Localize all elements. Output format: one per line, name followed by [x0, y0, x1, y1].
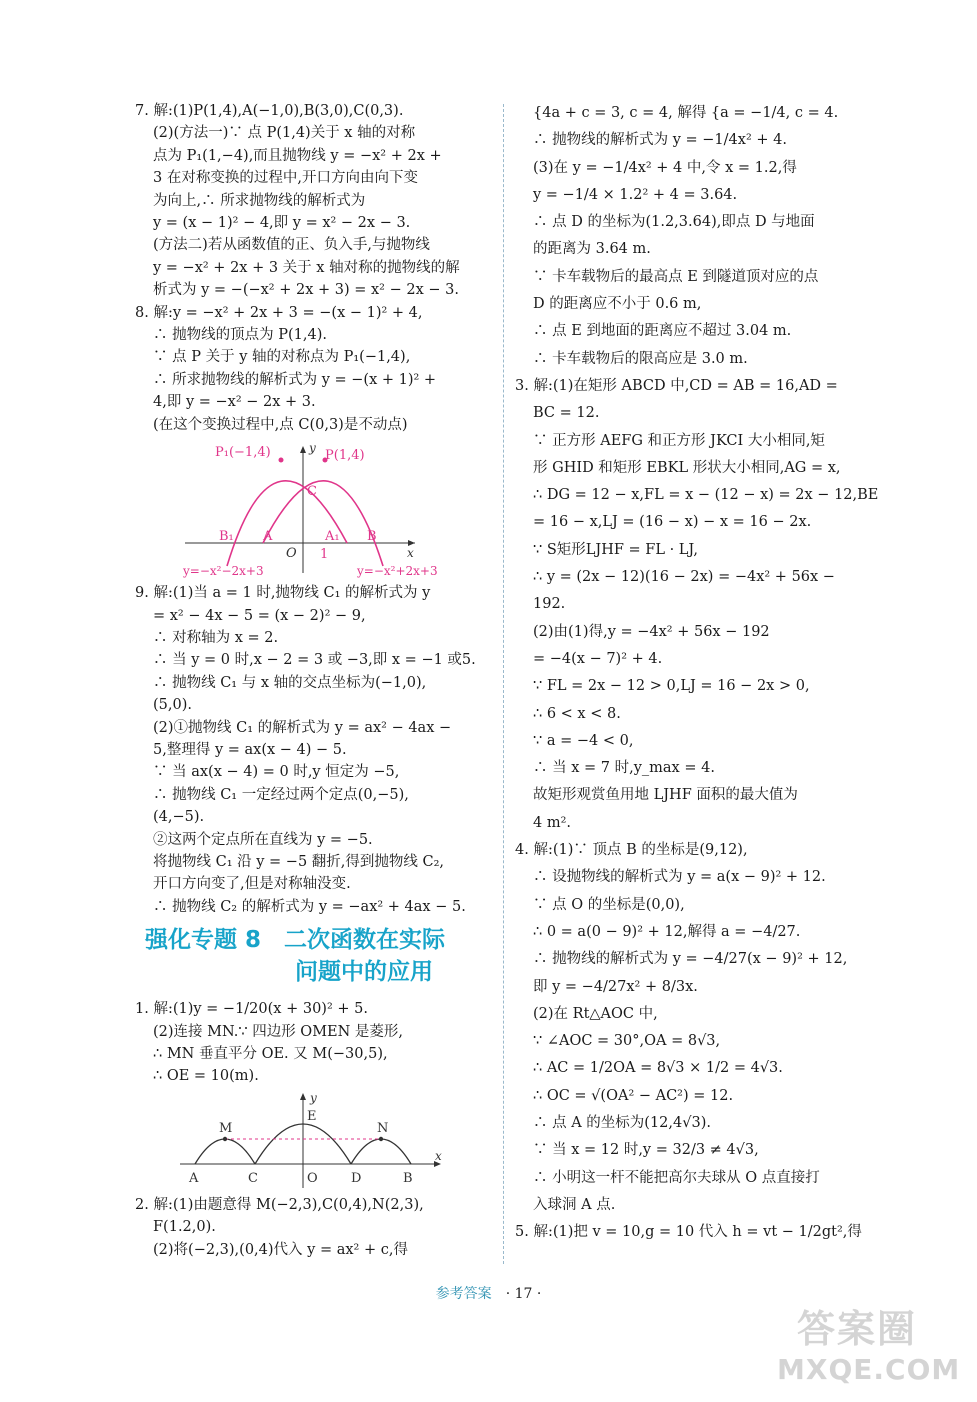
left-column	[135, 100, 495, 1261]
label-a: A	[189, 1170, 199, 1186]
vertex-p1-point	[279, 458, 284, 463]
label-y: y	[310, 1090, 317, 1105]
text-line: ∴ 抛物线的解析式为 y = −4/27(x − 9)² + 12,	[533, 951, 848, 968]
watermark-logo	[777, 1305, 961, 1395]
text-line: 故矩形观赏鱼用地 LJHF 面积的最大值为	[533, 787, 798, 804]
text-line: 4 m².	[533, 814, 572, 831]
text-line: 1. 解:(1)y = −1/20(x + 30)² + 5.	[135, 1001, 368, 1018]
text-line: = x² − 4x − 5 = (x − 2)² − 9,	[153, 607, 366, 624]
label-c: C	[307, 484, 317, 500]
label-o: O	[307, 1170, 318, 1186]
label-a: A	[263, 529, 273, 545]
text-line: ∴ DG = 12 − x,FL = x − (12 − x) = 2x − 12,BE	[533, 487, 879, 504]
label-one: 1	[320, 547, 329, 563]
text-line: 2. 解:(1)由题意得 M(−2,3),C(0,4),N(2,3),	[135, 1196, 424, 1213]
label-d: D	[351, 1170, 362, 1186]
text-line: ∴ 抛物线 C₁ 与 x 轴的交点坐标为(−1,0),	[153, 674, 427, 691]
text-line: (3)在 y = −1/4x² + 4 中,令 x = 1.2,得	[533, 159, 797, 176]
text-line: ∵ FL = 2x − 12 > 0,LJ = 16 − 2x > 0,	[533, 678, 810, 695]
section-heading-line1: 强化专题 8 二次函数在实际	[145, 927, 446, 954]
text-line: (2)由(1)得,y = −4x² + 56x − 192	[533, 623, 770, 640]
text-line: ∴ AC = 1/2OA = 8√3 × 1/2 = 4√3.	[533, 1060, 783, 1077]
label-a1: A₁	[325, 529, 340, 545]
text-line: y = (x − 1)² − 4,即 y = x² − 2x − 3.	[153, 215, 411, 232]
column-divider	[503, 104, 504, 1264]
label-p: P(1,4)	[325, 448, 365, 464]
text-line: (2)①抛物线 C₁ 的解析式为 y = ax² − 4ax −	[153, 719, 452, 736]
text-line: ∵ 正方形 AEFG 和正方形 JKCI 大小相同,矩	[533, 432, 825, 449]
label-e: E	[307, 1108, 317, 1124]
text-line: ∴ OE = 10(m).	[153, 1068, 259, 1085]
text-line: ∴ 当 y = 0 时,x − 2 = 3 或 −3,即 x = −1 或5.	[153, 652, 476, 669]
text-line: D 的距离应不小于 0.6 m,	[533, 296, 702, 313]
text-line: (方法二)若从函数值的正、负入手,与抛物线	[153, 237, 430, 254]
label-b: B	[367, 529, 377, 545]
watermark-line2: MXQE.COM	[777, 1353, 961, 1386]
text-line: (2)(方法一)∵ 点 P(1,4)关于 x 轴的对称	[153, 125, 416, 142]
text-line: ∴ 点 A 的坐标为(12,4√3).	[533, 1114, 711, 1131]
right-small-arch	[351, 1139, 411, 1164]
answer-2	[135, 1194, 495, 1261]
label-m: M	[219, 1120, 233, 1136]
text-line: ∵ 当 x = 12 时,y = 32/3 ≠ 4√3,	[533, 1142, 759, 1159]
text-line: ∴ 抛物线 C₂ 的解析式为 y = −ax² + 4ax − 5.	[153, 898, 466, 915]
text-line: ∴ 抛物线的顶点为 P(1,4).	[153, 327, 327, 344]
text-line: 入球洞 A 点.	[533, 1196, 616, 1213]
label-eq-left: y=−x²−2x+3	[183, 564, 264, 579]
footer-label: 参考答案	[435, 1286, 492, 1302]
text-line: 3. 解:(1)在矩形 ABCD 中,CD = AB = 16,AD =	[515, 377, 838, 394]
text-line: ∵ ∠AOC = 30°,OA = 8√3,	[533, 1033, 721, 1050]
text-line: 5,整理得 y = ax(x − 4) − 5.	[153, 741, 347, 758]
answer-7-8	[135, 100, 495, 436]
text-line: = −4(x − 7)² + 4.	[533, 650, 663, 667]
text-line: (5,0).	[153, 697, 192, 714]
text-line: ∴ MN 垂直平分 OE. 又 M(−30,5),	[153, 1046, 388, 1062]
text-line: y = −x² + 2x + 3 关于 x 轴对称的抛物线的解	[153, 259, 460, 276]
text-line: {4a + c = 3, c = 4, 解得 {a = −1/4, c = 4.	[533, 105, 839, 121]
text-line: ∵ S矩形LJHF = FL · LJ,	[533, 541, 699, 558]
text-line: ∴ 0 = a(0 − 9)² + 12,解得 a = −4/27.	[533, 923, 801, 940]
text-line: ∴ 设抛物线的解析式为 y = a(x − 9)² + 12.	[533, 869, 826, 886]
label-eq-right: y=−x²+2x+3	[357, 564, 438, 579]
text-line: ∴ 卡车载物后的限高应是 3.0 m.	[533, 350, 748, 367]
y-axis-arrow	[300, 446, 306, 453]
text-line: ∴ 小明这一杆不能把高尔夫球从 O 点直接打	[533, 1169, 820, 1186]
left-small-arch	[195, 1139, 255, 1164]
point-n	[379, 1137, 383, 1141]
text-line: 9. 解:(1)当 a = 1 时,抛物线 C₁ 的解析式为 y	[135, 585, 431, 602]
text-line: 形 GHID 和矩形 EBKL 形状大小相同,AG = x,	[533, 459, 841, 476]
text-line: 的距离为 3.64 m.	[533, 241, 651, 258]
bridge-arches-figure	[135, 1090, 495, 1190]
page-footer	[0, 1283, 977, 1303]
text-line: (2)在 Rt△AOC 中,	[533, 1005, 658, 1022]
text-line: ∴ y = (2x − 12)(16 − 2x) = −4x² + 56x −	[533, 569, 835, 586]
text-line: F(1.2,0).	[153, 1219, 216, 1236]
text-line: ∵ 当 ax(x − 4) = 0 时,y 恒定为 −5,	[153, 764, 400, 781]
text-line: 8. 解:y = −x² + 2x + 3 = −(x − 1)² + 4,	[135, 304, 423, 321]
text-line: ∵ a = −4 < 0,	[533, 732, 634, 749]
text-line: ∴ 点 E 到地面的距离应不超过 3.04 m.	[533, 323, 792, 340]
right-column	[515, 100, 879, 1246]
text-line: (2)将(−2,3),(0,4)代入 y = ax² + c,得	[153, 1241, 408, 1258]
text-line: BC = 12.	[533, 405, 600, 422]
label-p1: P₁(−1,4)	[215, 445, 271, 461]
text-line: 点为 P₁(1,−4),而且抛物线 y = −x² + 2x +	[153, 147, 442, 164]
label-y: y	[309, 441, 316, 456]
y-axis-arrow	[300, 1093, 306, 1100]
section-heading	[145, 924, 495, 988]
text-line: 为向上,∴ 所求抛物线的解析式为	[153, 192, 366, 209]
label-b: B	[403, 1170, 413, 1186]
label-n: N	[377, 1120, 389, 1136]
text-line: ∴ 抛物线 C₁ 一定经过两个定点(0,−5),	[153, 786, 409, 803]
label-x: x	[407, 546, 414, 561]
answer-9	[135, 582, 495, 918]
text-line: y = −1/4 × 1.2² + 4 = 3.64.	[533, 186, 738, 203]
text-line: 3 在对称变换的过程中,开口方向由向下变	[153, 170, 418, 187]
answer-1	[135, 998, 495, 1088]
text-line: 4,即 y = −x² − 2x + 3.	[153, 394, 316, 411]
label-b1: B₁	[219, 529, 234, 545]
text-line: ∴ 点 D 的坐标为(1.2,3.64),即点 D 与地面	[533, 214, 815, 231]
text-line: ∴ 抛物线的解析式为 y = −1/4x² + 4.	[533, 132, 787, 149]
text-line: = 16 − x,LJ = (16 − x) − x = 16 − 2x.	[533, 514, 812, 531]
text-line: ∴ OC = √(OA² − AC²) = 12.	[533, 1087, 734, 1104]
section-heading-line2: 问题中的应用	[295, 959, 433, 986]
text-line: ②这两个定点所在直线为 y = −5.	[153, 831, 373, 848]
text-line: 即 y = −4/27x² + 8/3x.	[533, 978, 698, 995]
text-line: 4. 解:(1)∵ 顶点 B 的坐标是(9,12),	[515, 842, 748, 859]
text-line: ∵ 点 O 的坐标是(0,0),	[533, 896, 685, 913]
text-line: ∵ 卡车载物后的最高点 E 到隧道顶对应的点	[533, 268, 819, 285]
watermark-line1: 答案圈	[796, 1307, 917, 1351]
point-m	[223, 1137, 227, 1141]
text-line: 析式为 y = −(−x² + 2x + 3) = x² − 2x − 3.	[153, 282, 459, 299]
text-line: ∴ 所求抛物线的解析式为 y = −(x + 1)² +	[153, 371, 437, 388]
parabola-reflection-figure	[135, 438, 495, 578]
text-line: (在这个变换过程中,点 C(0,3)是不动点)	[153, 416, 408, 433]
page-number: · 17 ·	[505, 1286, 542, 1302]
text-line: 5. 解:(1)把 v = 10,g = 10 代入 h = vt − 1/2gt²,得	[515, 1224, 862, 1241]
label-x: x	[435, 1148, 442, 1163]
text-line: 7. 解:(1)P(1,4),A(−1,0),B(3,0),C(0,3).	[135, 103, 404, 119]
text-line: ∴ 当 x = 7 时,y_max = 4.	[533, 760, 715, 777]
text-line: (2)连接 MN.∵ 四边形 OMEN 是菱形,	[153, 1023, 404, 1040]
text-line: ∴ 6 < x < 8.	[533, 705, 621, 722]
text-line: 开口方向变了,但是对称轴没变.	[153, 876, 351, 893]
label-o: O	[286, 546, 297, 562]
text-line: 将抛物线 C₁ 沿 y = −5 翻折,得到抛物线 C₂,	[153, 853, 445, 870]
text-line: (4,−5).	[153, 809, 205, 826]
text-line: 192.	[533, 596, 566, 613]
text-line: ∴ 对称轴为 x = 2.	[153, 629, 279, 646]
text-line: ∵ 点 P 关于 y 轴的对称点为 P₁(−1,4),	[153, 349, 411, 366]
label-c: C	[248, 1170, 258, 1186]
